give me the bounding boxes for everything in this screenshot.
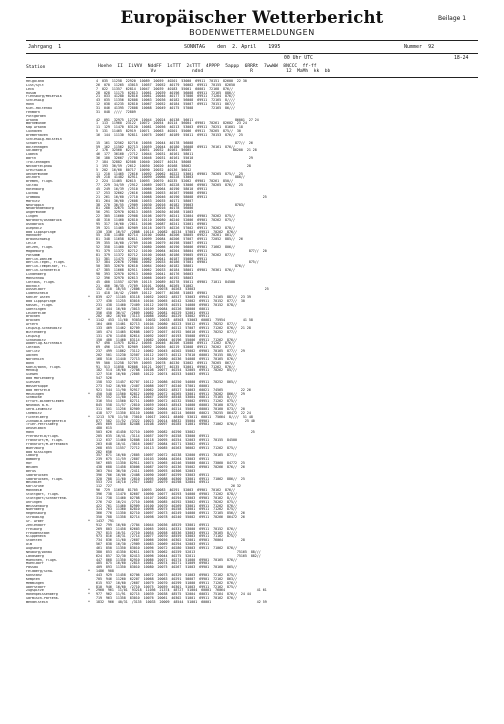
observation-codes: 205 635 16/41 /3114 10057 20079 40258 53000 69911 bbox=[96, 434, 210, 439]
mountain-station-marker: * bbox=[88, 592, 90, 597]
station-name: Leipzig bbox=[26, 334, 40, 338]
observation-codes: 69 496 11475 82909 10092 20056 40219 52008 69911 70262 877// bbox=[96, 345, 235, 350]
station-name: Berlin-Tempelhof, Fl. bbox=[26, 265, 68, 269]
station-name: Soltau bbox=[26, 184, 38, 188]
station-table bbox=[26, 80, 486, 605]
station-name: Frankfurt/M, Flugh. bbox=[26, 438, 64, 442]
observation-codes: 350 788 11358 82714 10098 20078 40240 55002 69911 70266 86472 26 bbox=[96, 515, 245, 520]
observation-codes: 177 430 11255 83016 10104 20065 40242 52002 69911 70152 877// 30 bbox=[96, 298, 245, 303]
station-name: Memmingen bbox=[26, 581, 44, 585]
station-name: Wuerzburg bbox=[26, 446, 44, 450]
report-subtitle: BODENWETTERMELDUNGEN bbox=[189, 28, 315, 37]
station-name: Konstanz bbox=[26, 574, 42, 577]
station-name: Uelzen, Flugh. bbox=[26, 245, 54, 249]
mountain-station-marker: * bbox=[88, 569, 90, 574]
station-name: Schmücke bbox=[26, 396, 42, 400]
code-column-headers-line2: Vv ndnd R 12 MaMh kk bb bbox=[98, 69, 331, 75]
station-name: Berus bbox=[26, 469, 36, 473]
observation-codes: 443 929 11458 62706 10072 20073 40329 51003 69901 72162 875// bbox=[96, 573, 237, 577]
station-name: Garmisch-Partenk. bbox=[26, 597, 60, 601]
station-name: Cottbus bbox=[26, 346, 40, 350]
station-name: Osnabrück bbox=[26, 222, 44, 226]
observation-codes: 15 161 32562 82716 10056 20044 40178 56008 877// 26 bbox=[96, 140, 253, 145]
observation-codes: 480 615 bbox=[96, 426, 112, 431]
station-name: Neuhaus a.R. bbox=[26, 404, 50, 408]
observation-codes: 97 490 11975 82812 10056 20046 40206 52008 69911 71262 876// bbox=[96, 341, 235, 346]
observation-codes: 50 385 32670 82610 10064 20040 40182 58001 876// bbox=[96, 264, 245, 269]
observation-codes: 461 850 11350 83010 10096 20072 40280 53003 69911 71062 876// bbox=[96, 545, 237, 550]
station-name: Barth bbox=[26, 157, 36, 161]
observation-codes: 719 963 11358 83010 10076 20061 40302 51001 69911 70162 876// bbox=[96, 596, 237, 601]
observation-codes: 95 317 16/60 /2811 10106 20087 40241 52001 69901 bbox=[96, 221, 208, 226]
observation-codes: 81 348 11658 82611 10099 20084 40206 57007 69911 72052 885// 26 bbox=[96, 237, 243, 242]
observation-codes: 22 305 11660 22908 10106 20079 40241 52004 69901 70262 875// bbox=[96, 214, 235, 219]
observation-codes: 202 501 11230 32507 10112 20073 40212 57010 60001 70155 88/// bbox=[96, 353, 237, 358]
station-name: Puttgarden bbox=[26, 114, 46, 118]
observation-codes: 447 868 11350 82910 10086 20071 40274 51000 69901 70165 876// bbox=[96, 557, 237, 562]
observation-codes: 237 499 11862 73112 10062 20045 40202 55002 69901 70165 877// 29 bbox=[96, 349, 245, 354]
observation-codes: 845 558 11/57 /2810 10059 20043 48543 54000 60001 70160 873// bbox=[96, 403, 237, 408]
station-name: Neckartelpnow bbox=[26, 164, 52, 168]
station-name: Lübeck bbox=[26, 153, 38, 157]
observation-codes: 977 962 11/91 02715 10039 20038 48575 52004 60031 75164 876// 24 44 bbox=[96, 592, 251, 597]
observation-codes: 734 836 11/60 /2607 10066 20056 40302 52001 69901 76064 28 bbox=[96, 538, 245, 543]
observation-codes: 316 554 11560 82711 10089 20072 40232 55002 69951 71262 875// bbox=[96, 399, 237, 404]
observation-codes: 357 671 16/60 /2805 10097 20072 40238 52000 69911 70165 877// bbox=[96, 453, 237, 458]
station-name: Passau bbox=[26, 566, 38, 570]
station-name: Bad Kissingen bbox=[26, 450, 52, 454]
observation-codes: 503 626 41450 52710 10099 20082 40290 53002 25 bbox=[96, 430, 255, 435]
observation-codes: 31 048 //// 72809 bbox=[96, 109, 136, 114]
observation-codes: 91 513 11858 82808 10121 20077 40235 52001 69901 71262 876// bbox=[96, 364, 235, 369]
station-name: Berlin-Schönefeld bbox=[26, 269, 60, 273]
observation-codes: 168 510 11440 72713 10119 20080 40236 54008 69911 70165 876// bbox=[96, 356, 237, 361]
station-name: Stoetten bbox=[26, 539, 42, 543]
station-name: Kiel-Holtenau bbox=[26, 107, 52, 111]
station-name: Hohn bbox=[26, 103, 34, 107]
observation-codes: 1486 908 bbox=[96, 569, 114, 574]
station-name: Bocholt bbox=[26, 284, 40, 288]
observation-codes: 2960 961 11/01 93218 11056 21374 48727 51004 60001 76064 41 61 bbox=[96, 588, 267, 593]
observation-codes: 47 385 11668 82911 10062 20033 40184 58001 69901 76361 876// bbox=[96, 268, 235, 273]
observation-codes: 81 280 32675 32613 10044 20016 40178 56006 bbox=[96, 206, 194, 211]
observation-codes: 396 706 16/06 /2408 10090 20087 40299 53003 69911 bbox=[96, 472, 210, 477]
station-name: Kap Arkona bbox=[26, 126, 46, 130]
observation-codes: 231 438 11460 72409 10112 20078 40251 54000 69901 70152 878// bbox=[96, 302, 237, 307]
station-name: Marnitz bbox=[26, 199, 40, 203]
observation-codes: 46 177 36160 /2712 10044 20031 40161 58011 bbox=[96, 152, 194, 157]
station-name: Artern bbox=[26, 323, 38, 327]
observation-codes: 356 450 36/47 /2609 10082 20081 40229 52001 69911 bbox=[96, 310, 210, 315]
station-name: Neubrandenburg bbox=[26, 207, 54, 211]
station-name: Berlin-Tegel, Flugh. bbox=[26, 261, 66, 265]
station-name: Landsberg bbox=[26, 554, 44, 558]
mountain-station-marker: * bbox=[88, 414, 90, 419]
observation-codes: 1832 966 40/31 /3135 10033 20009 48544 51001 60001 42 59 bbox=[96, 600, 267, 605]
station-name: Schkeuditz bbox=[26, 338, 46, 342]
station-name: Düsseldorf bbox=[26, 288, 46, 292]
issue-header bbox=[26, 44, 478, 52]
observation-codes: 5 131 11465 82919 10071 20063 40201 55006 69911 70265 875// 30 bbox=[96, 129, 241, 134]
observation-codes: 311 561 11256 82909 10082 20064 40214 55001 60001 70160 873// 20 bbox=[96, 407, 245, 412]
station-name: Regensburg bbox=[26, 512, 46, 516]
observation-codes: 422 761 11460 82909 10100 20070 40269 53001 69911 71262 876// bbox=[96, 503, 237, 508]
station-name: Weinbiet bbox=[26, 481, 42, 485]
station-name: Mannheim bbox=[26, 489, 42, 493]
report-title: Europäischer Wetterbericht bbox=[120, 8, 384, 27]
observation-codes: 31 046 41395 72808 10068 20049 40175 57008 72165 86/// bbox=[96, 106, 235, 111]
utc-label: 00 Uhr UTC bbox=[284, 56, 313, 61]
station-name: Saarbrücken bbox=[26, 473, 48, 477]
issue-number: Nummer 92 bbox=[404, 44, 435, 50]
station-name: Straubing bbox=[26, 516, 44, 520]
observation-codes: 2 224 11465 82615 10093 20070 40235 52002 69901 70261 850// bbox=[96, 179, 233, 184]
observation-codes: 380 853 41350 82611 10078 20062 40259 52013 75165 88/// bbox=[96, 549, 261, 554]
observation-codes: 98 393 32970 02913 10060 20041 40176 56003 bbox=[96, 271, 194, 276]
station-name: Leinefelde bbox=[26, 311, 46, 315]
station-name: Diepholz bbox=[26, 226, 42, 230]
observation-codes: 39 355 16/60 /2709 10106 20079 40198 55007 69911 bbox=[96, 241, 208, 246]
station-name: Angermünde bbox=[26, 211, 46, 215]
observation-codes: 43 035 11356 82808 10063 20036 40182 56008 69911 72165 8//// bbox=[96, 98, 235, 103]
station-name: Goldberg bbox=[26, 149, 42, 153]
mountain-station-marker: * bbox=[88, 588, 90, 593]
station-name: Lingen bbox=[26, 215, 38, 219]
station-name: Greifswald bbox=[26, 168, 46, 172]
observation-codes: 1437 791 bbox=[96, 518, 114, 523]
station-name: Brocken bbox=[26, 319, 40, 323]
station-name: Kahler Asten bbox=[26, 296, 50, 300]
station-name: Bad Lippspringe bbox=[26, 299, 56, 303]
observation-codes: 567 838 16/30 /2909 10083 20069 40294 52003 69911 bbox=[96, 542, 210, 547]
station-name: Freiburg bbox=[26, 527, 42, 531]
station-name: Coburg bbox=[26, 454, 38, 458]
observation-codes: 11 210 11465 72616 10092 20062 40222 53001 69901 70265 875// 25 bbox=[96, 171, 243, 176]
observation-codes: 366 776 11350 82710 10097 20073 40249 54000 69911 72165 856// 26 bbox=[96, 511, 245, 516]
observation-codes: 912 799 16/60 /2704 10044 20036 48529 53001 69911 bbox=[96, 522, 210, 527]
station-name: Saarbrücken, Flugh. bbox=[26, 477, 64, 481]
observation-codes: 1 193 36/59 /2612 10050 20020 40168 58002 28 bbox=[96, 163, 251, 168]
observation-codes: 182 514 16/60 /2708 10108 20077 40254 52005 69911 70262 85/// bbox=[96, 368, 237, 373]
station-name: Koeln/Bonn, Flugh. bbox=[26, 365, 62, 369]
station-name: Potsdam bbox=[26, 253, 40, 257]
observation-codes: 877 582 11/52 /3322 10023 20014 48632 55004 69901 25 40 bbox=[96, 418, 255, 423]
station-name: Zinnwald-Georgenfeld bbox=[26, 419, 66, 423]
station-name: Weissenburg bbox=[26, 504, 48, 508]
observation-codes: 17 253 32662 /2616 10086 20053 40167 59008 69901 bbox=[96, 190, 208, 195]
observation-codes: 273 542 16/60 /2407 10086 20077 40240 57001 60001 bbox=[96, 383, 210, 388]
observation-codes: 7 022 11357 62814 10047 20039 40183 55001 60001 72168 876// bbox=[96, 86, 233, 91]
station-name: Fehmarn bbox=[26, 110, 40, 114]
station-name: Frankfurt/M-Offenbach bbox=[26, 442, 68, 446]
station-name: Meiningen bbox=[26, 392, 44, 396]
observation-codes: 553 724 16/10 /2917 10087 20079 40298 52004 69911 bbox=[96, 480, 210, 485]
observation-codes: 28 028 11175 62813 10061 20039 40196 56008 69911 72165 886// bbox=[96, 90, 235, 95]
station-name: Arkona bbox=[26, 118, 38, 122]
station-name: Zugspitze bbox=[26, 589, 44, 593]
observation-codes: 12 396 32970 02613 10066 20049 40192 58003 bbox=[96, 275, 194, 280]
issue-date: SONNTAG den 2. April 1995 bbox=[184, 44, 281, 50]
station-name: Trier-Petrisberg bbox=[26, 423, 58, 427]
station-name: Erfurt-Bindersleben bbox=[26, 400, 64, 404]
station-name: Goettingen bbox=[26, 307, 46, 311]
observation-codes: 21 406 36/35 /2709 10101 20084 40265 51002 bbox=[96, 283, 194, 288]
station-name: Ahlhorn bbox=[26, 176, 40, 180]
observation-codes: 276 742 16/24 /2710 10098 20085 40292 53002 69911 70262 875// bbox=[96, 499, 237, 504]
observation-codes: 810 946 16/60 /2710 10075 20059 40301 51003 69911 72162 875// bbox=[96, 584, 237, 589]
observation-codes: 615 937 16/60 /2607 10079 20070 40299 51000 69911 71262 876// bbox=[96, 580, 237, 585]
observation-codes: 96 729 11658 81705 10093 20083 40291 52003 69901 70162 876// bbox=[96, 488, 235, 493]
observation-codes: 127 516 16/60 /2005 10122 20074 40253 54003 69911 bbox=[96, 372, 210, 377]
observation-codes: 363 704 36/50 /2411 10095 20093 40306 52003 bbox=[96, 468, 196, 473]
observation-codes: 320 708 11/60 /2810 10095 20088 40300 53001 69911 71062 886// 25 bbox=[96, 476, 245, 481]
observation-codes: 705 946 11260 62207 10068 20063 40291 50007 69901 72162 863// bbox=[96, 576, 237, 581]
station-name: Fichtelberg bbox=[26, 415, 48, 419]
station-name: Doberlug-Kirchhain bbox=[26, 342, 62, 346]
observation-codes: 152 410 16/55 /2806 10109 20078 40263 53003 25 bbox=[96, 287, 269, 292]
station-name: Neuburg/Donau bbox=[26, 550, 52, 554]
observation-codes: 263 648 16/41 /3016 10067 20084 40271 53002 69911 bbox=[96, 441, 210, 446]
observation-codes: 314 738 11460 02708 10107 20082 40294 53003 69901 70162 8//// bbox=[96, 495, 237, 500]
observation-codes: 282 656 bbox=[96, 449, 112, 454]
station-name: Lüchow bbox=[26, 191, 38, 195]
observation-codes: 11 129 11470 83120 10081 20056 40213 53003 69911 70251 81601 18 bbox=[96, 125, 243, 130]
station-name: Wendelstein bbox=[26, 601, 48, 605]
station-name: Cuxhaven bbox=[26, 130, 42, 134]
station-name: Bremerhaven bbox=[26, 134, 48, 138]
observation-codes: 26 070 11265 43015 10057 20052 40179 50002 69911 70155 82650 bbox=[96, 82, 235, 87]
observation-codes: 2 170 32560 62721 10051 20032 40161 56005 86200 21 28 bbox=[96, 148, 257, 153]
observation-codes: 112 727 26 32 bbox=[96, 484, 241, 489]
observation-codes: 131 470 11458 82614 10092 20057 40193 55008 69911 bbox=[96, 333, 210, 338]
observation-codes: 282 462 16/60 /3113 10086 20082 40229 53002 69911 bbox=[96, 314, 210, 319]
observation-codes: 39 321 11465 82909 10116 20075 40226 57002 69911 70262 878// bbox=[96, 225, 235, 230]
station-name: List/Sylt bbox=[26, 83, 44, 87]
observation-codes: 48 310 11460 82810 10110 20080 40240 52006 69901 70262 875// bbox=[96, 217, 235, 222]
station-name: Nörvenich bbox=[26, 357, 44, 361]
station-name: Schleswig-Holstein bbox=[26, 137, 62, 141]
station-name: Neuruppin bbox=[26, 203, 44, 207]
station-name: Stuttgart/Schnarrenb. bbox=[26, 496, 68, 500]
mountain-station-marker: * bbox=[88, 600, 90, 605]
table-row bbox=[26, 601, 486, 605]
station-name: Berlin-Dahlem bbox=[26, 257, 52, 261]
observation-codes: 268 655 11557 72712 10113 20085 40263 56002 69911 71262 875// bbox=[96, 445, 237, 450]
station-name: Magdeburg bbox=[26, 249, 44, 253]
station-name: Stuttgart, Flugh. bbox=[26, 492, 60, 496]
mountain-station-marker: * bbox=[88, 295, 90, 300]
station-name: Ulm bbox=[26, 543, 32, 547]
observation-codes: 77 229 34/59 /2912 10089 20073 40228 53006 69901 70265 876// 25 bbox=[96, 183, 243, 188]
station-name: Gießen bbox=[26, 373, 38, 377]
observation-codes: 624 857 32/30 82413 10096 20044 40275 52011 75165 882// bbox=[96, 553, 261, 558]
observation-codes: 314 763 11360 82810 10098 20075 40258 53001 69911 71262 875// bbox=[96, 507, 237, 512]
station-name: Manschnow bbox=[26, 276, 44, 280]
columns-rule bbox=[26, 77, 478, 78]
station-name: Brocken bbox=[26, 315, 40, 319]
station-name: Muehldorf bbox=[26, 562, 44, 566]
code-column-headers-line1: Hoehe II IiVVV NddFF 1sTTT 2sTTT 4PPPP 5appp 6RRRt 7wwWW 8NCCC ff-ff bbox=[98, 64, 317, 69]
station-name: Öhringen bbox=[26, 500, 42, 504]
station-name: Bremen, Flugh. bbox=[26, 180, 54, 184]
station-name: Leck bbox=[26, 87, 34, 91]
station-name: Celle bbox=[26, 242, 36, 246]
observation-codes: 839 427 11105 83118 10052 20052 48527 53003 69941 74165 887// 23 39 bbox=[96, 295, 251, 300]
station-name: Klippeneck bbox=[26, 535, 46, 539]
station-name: Pferdsfeld/Flugh. bbox=[26, 435, 60, 439]
utc-range: 18-24 bbox=[454, 56, 469, 61]
station-name: Karlsruhe bbox=[26, 485, 44, 489]
observation-time bbox=[26, 56, 478, 63]
station-name: Hannover bbox=[26, 234, 42, 238]
observation-codes: 1213 578 11/50 73010 10017 20011 48460 53011 60011 75664 8//// 51 48 bbox=[96, 414, 253, 419]
station-name: Rotenburg bbox=[26, 188, 44, 192]
top-rule bbox=[26, 40, 478, 41]
station-name: Hof bbox=[26, 462, 32, 466]
observation-codes: 405 875 16/60 /2815 10081 20074 40271 51009 69901 bbox=[96, 561, 210, 566]
station-name: Hahn bbox=[26, 431, 34, 435]
observation-codes: 36 180 32667 /2708 10046 20031 40161 55010 29 bbox=[96, 156, 253, 161]
station-name: Kempten bbox=[26, 577, 40, 581]
observation-codes: 450 548 11560 82812 10090 20072 40265 53001 69911 70262 866// 29 bbox=[96, 391, 245, 396]
observation-codes: 239 675 11/59 /2807 10103 20084 40264 53003 69911 bbox=[96, 457, 210, 462]
observation-codes: 38 270 36/55 /2909 10030 20016 40182 59003 8703/ bbox=[96, 202, 245, 207]
station-name: Görlitz bbox=[26, 350, 40, 354]
station-name: Bad Marienberg bbox=[26, 377, 54, 381]
observation-codes: 418 577 11350 83110 10086 20055 40214 56000 60021 70255 86472 22 24 bbox=[96, 410, 251, 415]
station-name: Grambow bbox=[26, 195, 40, 199]
station-name: Schwerin bbox=[26, 141, 42, 145]
observation-codes: 438 688 11458 83006 10087 20070 40236 55002 69901 70266 876// 26 bbox=[96, 464, 245, 469]
station-name: Zehlendorf bbox=[26, 523, 46, 527]
station-name: Kassel, Flugh. bbox=[26, 303, 54, 307]
station-name: Ueckermünde bbox=[26, 172, 48, 176]
station-name: Braunschweig bbox=[26, 238, 50, 242]
station-name: Lüdenscheid bbox=[26, 292, 48, 296]
observation-codes: 105 474 11465 82608 10072 20057 40192 56010 69911 70252 877// bbox=[96, 329, 237, 334]
station-name: Leipzig-Schkeuditz bbox=[26, 327, 62, 330]
observation-codes: 797 815 16/51 /2710 10054 20058 48536 53003 69911 70165 8//// bbox=[96, 530, 237, 535]
station-name: Mendig bbox=[26, 369, 38, 373]
station-name: Giessen bbox=[26, 381, 40, 385]
station-name: Warnemünde bbox=[26, 122, 46, 126]
observation-codes: 1 113 11960 23122 10072 20054 40114 56004 69901 70261 82602 23 24 bbox=[96, 121, 247, 126]
station-name: Cottbus, Flugh. bbox=[26, 280, 56, 284]
observation-codes: 16 144 11130 92811 10075 20067 40189 55011 69911 70153 876// 25 bbox=[96, 133, 243, 138]
observation-codes: 42 091 32975 12726 10044 20024 40138 56011 86001 27 24 bbox=[96, 117, 259, 122]
observation-codes: 150 480 11460 83114 10082 20064 40196 55006 69911 71262 876// bbox=[96, 337, 237, 342]
mountain-station-marker: * bbox=[88, 391, 90, 396]
observation-codes: 45 249 16/39 /2510 10066 20064 40190 58010 69911 bbox=[96, 187, 208, 192]
observation-codes: 409 893 11350 83010 10080 20075 40267 51003 69901 70160 865// bbox=[96, 565, 237, 570]
station-name: Augsburg bbox=[26, 546, 42, 550]
observation-codes: 547 526 bbox=[96, 376, 112, 381]
observation-codes: 21 261 16/60 /2710 10068 20046 40190 58008 69911 25 bbox=[96, 194, 267, 199]
station-name: Flensburg/Meierwik bbox=[26, 95, 62, 99]
observation-codes: 265 609 11450 82408 10108 20097 40285 51001 69901 71062 876// bbox=[96, 422, 237, 427]
supplement-label: Beilage 1 bbox=[438, 15, 467, 22]
observation-codes: 81 264 36/60 /2608 10053 20035 40171 58007 bbox=[96, 198, 194, 203]
station-name: Gera-Leumnitz bbox=[26, 408, 52, 412]
station-name: Bad Hersfeld bbox=[26, 388, 50, 392]
station-name: Trollenhagen bbox=[26, 161, 50, 165]
mountain-station-marker: * bbox=[88, 318, 90, 323]
station-column-header: Station bbox=[26, 65, 46, 70]
observation-codes: 921 544 11/90 92917 10062 20052 48527 54003 60021 74565 22 26 bbox=[96, 387, 251, 392]
observation-codes: 158 532 11457 62707 10112 20086 40250 54000 69911 70252 865// bbox=[96, 380, 237, 385]
station-name: Boltenhagen bbox=[26, 145, 48, 149]
station-name: Deuselbach bbox=[26, 427, 46, 431]
observation-codes: 99 500 11258 52709 10093 20078 40230 52002 69911 70265 867// bbox=[96, 360, 235, 365]
station-name: Oberstdorf bbox=[26, 585, 46, 589]
station-name: Gr. Arber bbox=[26, 519, 44, 523]
station-name: Hohenpeissenberg bbox=[26, 593, 58, 597]
observation-codes: 52 358 11460 82707 10080 20066 40190 56006 69901 71662 806// bbox=[96, 244, 235, 249]
observation-codes: 59 162 11562 82713 10059 20044 40180 56008 69911 76161 876// bbox=[96, 144, 235, 149]
observation-codes: 5 202 16/60 80717 10090 20032 40136 56012 bbox=[96, 167, 192, 172]
jahrgang-label: Jahrgang 1 bbox=[28, 44, 62, 50]
station-name: Wittenberg bbox=[26, 330, 46, 334]
station-name: Aachen bbox=[26, 354, 38, 358]
observation-codes: 133 469 11462 82709 10103 20085 40212 57007 69911 71262 876// 21 28 bbox=[96, 326, 251, 330]
station-name: Freudenstadt bbox=[26, 531, 50, 535]
observation-codes: 167 444 16/60 /3013 10109 20084 40226 58000 60011 bbox=[96, 306, 210, 311]
station-name: Wasserkuppe bbox=[26, 384, 48, 388]
station-name: Husum bbox=[26, 91, 36, 95]
header-rule bbox=[26, 53, 478, 54]
observation-codes: 973 816 16/31 /2714 10077 20070 48559 53003 69911 71162 875// bbox=[96, 534, 237, 539]
observation-codes: 164 460 11461 82713 10104 20080 40223 55012 69911 70252 877// bbox=[96, 322, 237, 327]
observation-codes: 567 685 11350 82911 10074 20065 40246 55000 60011 73060 84772 25 bbox=[96, 461, 245, 466]
station-name: Lindenberg bbox=[26, 272, 46, 276]
station-name: Nordhorn/Osnabrück bbox=[26, 218, 62, 222]
station-name: Weiden bbox=[26, 465, 38, 469]
observation-codes: 7 184 32882 82508 10040 20027 40134 58008 bbox=[96, 160, 192, 165]
observation-codes: 4 035 11258 22920 10089 20059 40201 53000 69911 70151 82600 22 30 bbox=[96, 79, 247, 83]
observation-codes: 937 552 11/80 /2611 10047 20039 48548 53004 60011 75165 8//// bbox=[96, 395, 237, 400]
observation-codes: 49 218 41482 82911 10099 20066 40228 53003 880// bbox=[96, 175, 245, 180]
observation-codes: 12 038 41235 82810 10067 20052 40184 55007 69911 70151 867// bbox=[96, 102, 235, 107]
observation-codes: 37 384 22676 72908 10062 20033 40186 57001 69901 875// bbox=[96, 260, 259, 265]
observation-codes: 56 291 32970 02813 10055 20030 40168 51003 bbox=[96, 210, 194, 215]
observation-codes: 91 379 11372 82712 10100 20064 40204 58004 69911 877// 20 bbox=[96, 248, 267, 253]
station-name: Bamberg bbox=[26, 458, 40, 462]
observation-codes: 1142 453 11/60 93034 10032 20033 48503 53003 60081 75954 41 58 bbox=[96, 318, 253, 323]
observation-codes: 21 033 41280 82816 10061 20046 40177 57006 69911 71264 876// bbox=[96, 94, 235, 99]
station-name: Nuernberg bbox=[26, 508, 44, 512]
station-name: Muenchen, Flugh. bbox=[26, 558, 58, 562]
station-name: Helgoland bbox=[26, 80, 44, 83]
observation-codes: 11 418 16/42 /2009 10112 20077 40268 51003 69901 bbox=[96, 291, 208, 296]
station-name: Bad Lippspringe bbox=[26, 230, 56, 234]
observation-codes: 55 338 11460 82714 10100 20084 40206 58005 69921 70261 861// bbox=[96, 233, 235, 238]
observation-codes: 130 336 16/57 /2808 10114 20082 40234 57001 69911 70262 876// bbox=[96, 229, 237, 234]
observation-codes: 51 381 11475 72804 10062 20041 40187 55006 69911 bbox=[96, 256, 208, 261]
observation-codes: 396 738 11470 82607 10090 20077 40293 54000 69901 71262 878// bbox=[96, 491, 237, 496]
observation-codes: 45 400 11557 42709 10115 20089 40278 55011 69901 71011 84500 bbox=[96, 279, 235, 284]
station-name: Chemnitz bbox=[26, 411, 42, 415]
observation-codes: 81 379 11372 82712 10100 20048 40186 59005 69911 76262 877// bbox=[96, 252, 235, 257]
station-name: Bonn bbox=[26, 361, 34, 365]
station-name: Schleswig bbox=[26, 99, 44, 103]
station-name: Feldberg/Schw. bbox=[26, 570, 54, 574]
observation-codes: 269 803 11458 62603 10065 20051 40331 53000 69911 70152 876// bbox=[96, 526, 237, 531]
observation-codes: 112 637 11460 52808 10118 20095 40254 52003 69911 70155 84500 bbox=[96, 437, 237, 442]
mountain-station-marker: * bbox=[88, 518, 90, 523]
